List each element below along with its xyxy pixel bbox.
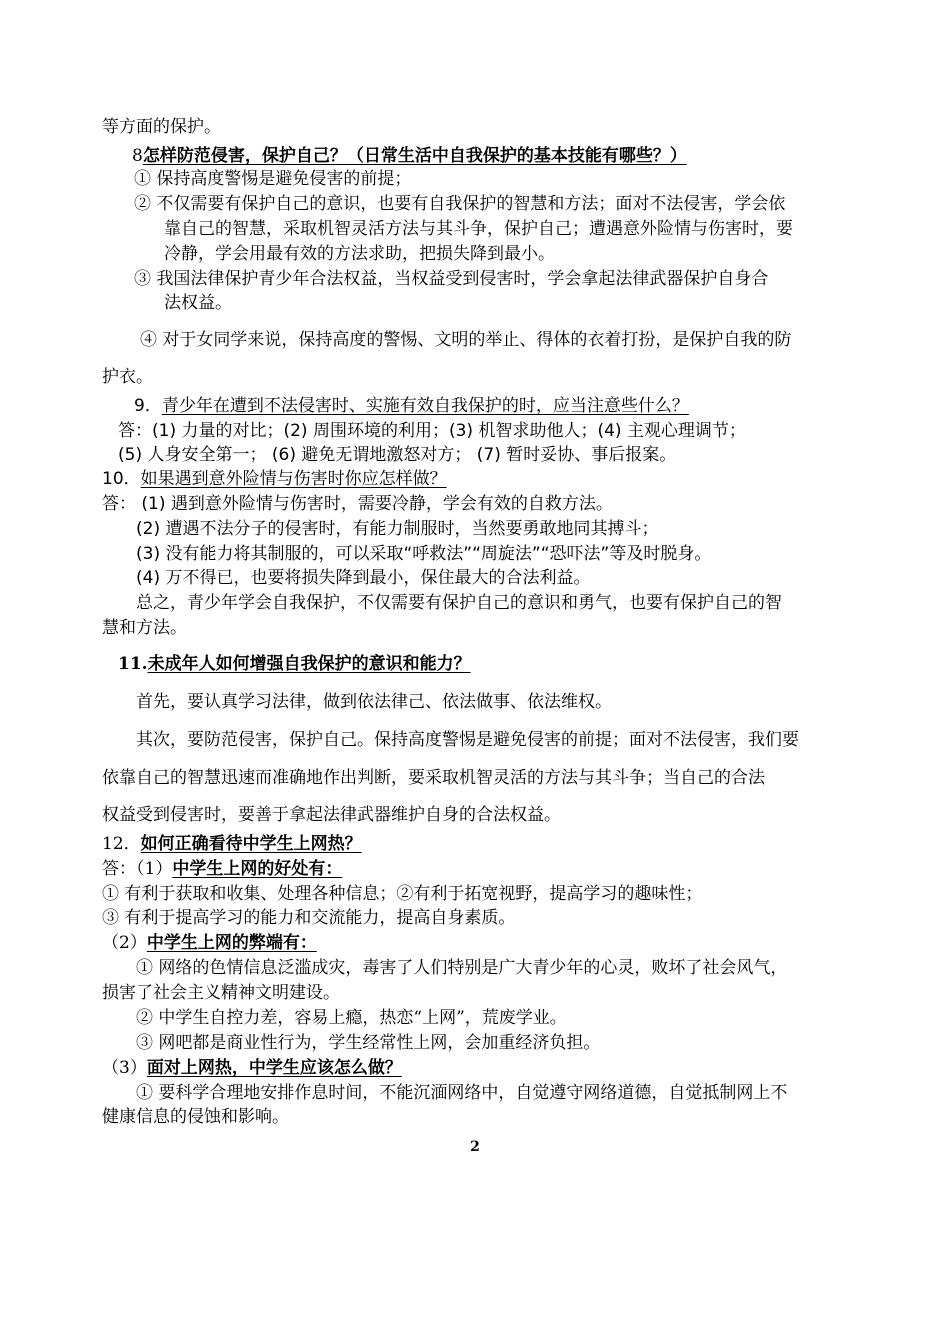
answer-line — [102, 858, 342, 880]
list-item: ③ 网吧都是商业性行为，学生经常性上网，会加重经济负担。 — [136, 1033, 601, 1053]
answer-line — [102, 932, 317, 954]
list-item: ③ 有利于提高学习的能力和交流能力，提高自身素质。 — [102, 908, 516, 928]
list-item: ② 不仅需要有保护自己的意识，也要有自我保护的智慧和方法；面对不法侵害，学会依 — [134, 194, 786, 214]
answer-line: (4) 万不得已，也要将损失降到最小，保住最大的合法利益。 — [136, 568, 591, 588]
question-9-heading — [134, 395, 689, 417]
text-line: 法权益。 — [164, 293, 232, 313]
question-title: 如何正确看待中学生上网热？ — [140, 834, 362, 854]
question-12-heading — [102, 833, 362, 855]
subheading: 面对上网热，中学生应该怎么做？ — [146, 1058, 402, 1078]
answer-line: (3) 没有能力将其制服的，可以采取“呼救法”“周旋法”“恐吓法”等及时脱身。 — [136, 544, 712, 564]
question-number: 10． — [102, 469, 141, 489]
text-line: 健康信息的侵蚀和影响。 — [102, 1107, 289, 1127]
text-line: 其次，要防范侵害，保护自己。保持高度警惕是避免侵害的前提；面对不法侵害，我们要 — [136, 730, 799, 750]
answer-prefix: （3） — [102, 1058, 147, 1078]
question-8-heading — [132, 145, 687, 167]
subheading: 中学生上网的好处有： — [172, 859, 343, 879]
question-title: 怎样防范侵害，保护自己？（日常生活中自我保护的基本技能有哪些？） — [142, 146, 687, 166]
text-line: 等方面的保护。 — [102, 117, 221, 137]
answer-line: 答： (1) 遇到意外险情与伤害时，需要冷静，学会有效的自救方法。 — [102, 494, 613, 514]
question-title: 未成年人如何增强自我保护的意识和能力？ — [147, 654, 471, 674]
text-line: 权益受到侵害时，要善于拿起法律武器维护自身的合法权益。 — [102, 805, 561, 825]
list-item: ② 中学生自控力差，容易上瘾，热恋“上网”，荒废学业。 — [136, 1008, 567, 1028]
subheading: 中学生上网的弊端有： — [146, 933, 317, 953]
text-line: 护衣。 — [102, 367, 153, 387]
text-line: 依靠自己的智慧迅速而准确地作出判断，要采取机智灵活的方法与其斗争；当自己的合法 — [102, 768, 765, 788]
question-number: 8 — [132, 146, 143, 166]
answer-line: 总之，青少年学会自我保护，不仅需要有保护自己的意识和勇气，也要有保护自己的智 — [136, 593, 782, 613]
list-item: ① 有利于获取和收集、处理各种信息；②有利于拓宽视野，提高学习的趣味性； — [102, 884, 703, 904]
answer-line: (5) 人身安全第一； (6) 避免无谓地激怒对方； (7) 暂时妥协、事后报案。 — [118, 445, 677, 465]
list-item: ① 要科学合理地安排作息时间，不能沉湎网络中，自觉遵守网络道德，自觉抵制网上不 — [136, 1083, 788, 1103]
question-title: 如果遇到意外险情与伤害时你应怎样做？ — [140, 469, 447, 489]
question-title: 青少年在遭到不法侵害时、实施有效自我保护的时，应当注意些什么？ — [161, 396, 689, 416]
text-line: 慧和方法。 — [102, 618, 187, 638]
text-line: 冷静，学会用最有效的方法求助，把损失降到最小。 — [164, 244, 555, 264]
list-item: ④ 对于女同学来说，保持高度的警惕、文明的举止、得体的衣着打扮，是保护自我的防 — [140, 330, 792, 350]
answer-line: (2) 遭遇不法分子的侵害时，有能力制服时，当然要勇敢地同其搏斗； — [136, 519, 659, 539]
text-line: 损害了社会主义精神文明建设。 — [102, 983, 340, 1003]
question-11-heading — [118, 653, 471, 675]
list-item: ③ 我国法律保护青少年合法权益，当权益受到侵害时，学会拿起法律武器保护自身合 — [134, 269, 769, 289]
list-item: ① 网络的色情信息泛滥成灾，毒害了人们特别是广大青少年的心灵，败坏了社会风气， — [136, 958, 788, 978]
answer-prefix: （2） — [102, 933, 147, 953]
answer-prefix: 答：（1） — [102, 859, 173, 879]
list-item: ① 保持高度警惕是避免侵害的前提； — [134, 169, 412, 189]
question-10-heading — [102, 468, 447, 490]
text-line: 首先，要认真学习法律，做到依法律己、依法做事、依法维权。 — [136, 692, 612, 712]
text-line: 靠自己的智慧，采取机智灵活方法与其斗争，保护自己；遭遇意外险情与伤害时，要 — [164, 219, 793, 239]
question-number: 9． — [134, 396, 162, 416]
question-number: 11. — [118, 654, 148, 674]
page-number: 2 — [470, 1139, 480, 1155]
answer-line: 答：(1) 力量的对比；(2) 周围环境的利用；(3) 机智求助他人；(4) 主观心理调节； — [118, 421, 746, 441]
answer-line — [102, 1057, 402, 1079]
question-number: 12． — [102, 834, 141, 854]
